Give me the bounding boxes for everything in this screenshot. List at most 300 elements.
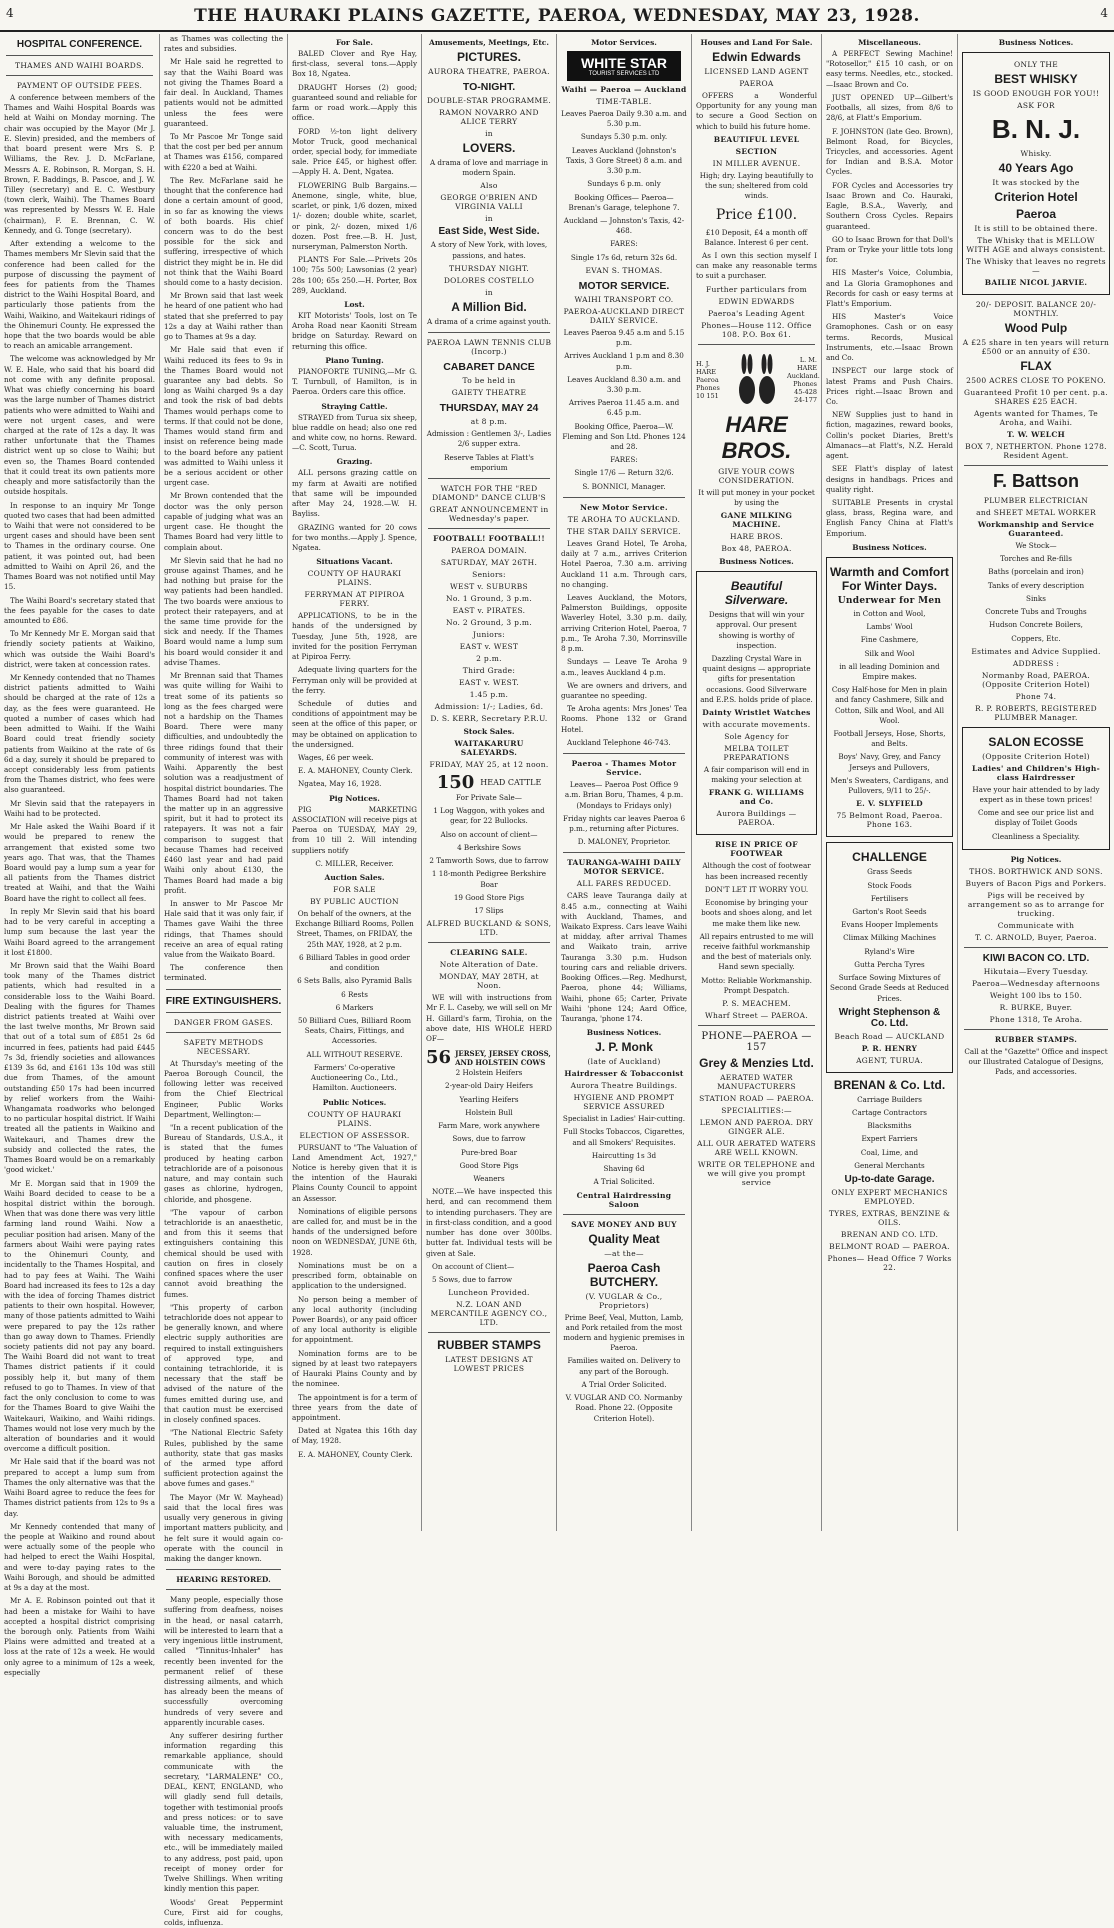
fire-body <box>164 1059 283 1565</box>
film-in: in <box>485 287 493 297</box>
pig-signature: C. MILLER, Receiver. <box>315 858 394 868</box>
butch-item: V. VUGLAR AND CO. Normanby Road. Phone 22. (Opposite Criterion Hotel). <box>565 1393 683 1423</box>
forsale-item: DRAUGHT Horses (2) good; guaranteed sound and reliable for farm or road work.—Apply this office. <box>292 82 417 123</box>
star-item: Auckland Telephone 46-743. <box>567 737 671 747</box>
garage: Up-to-date Garage. <box>844 1174 935 1186</box>
brenan-item: Cartage Contractors <box>852 1107 927 1117</box>
ask-for: ASK FOR <box>1017 101 1055 110</box>
divider <box>563 1214 685 1215</box>
venue: PAEROA DOMAIN. <box>451 545 527 555</box>
bstock-item: We Stock— <box>1015 541 1057 550</box>
still: It is still to be obtained there. <box>974 224 1098 233</box>
herd-count: 56 <box>426 1047 452 1069</box>
slyfield-address: 75 Belmont Road, Paeroa. Phone 163. <box>836 811 943 830</box>
monk-item: Full Stocks Tobaccos, Cigarettes, and all Smokers' Requisites. <box>563 1127 685 1147</box>
article-body <box>164 34 283 984</box>
film-stars: DOLORES COSTELLO <box>443 275 535 285</box>
article-body <box>4 93 155 1678</box>
clearing-title: CLEARING SALE. <box>450 948 528 958</box>
section-heading: Pig Notices. <box>329 793 380 803</box>
saloon-name: Central Hairdressing Saloon <box>576 1190 672 1209</box>
column-miscellaneous <box>822 34 958 1531</box>
address: Normanby Road, PAEROA. (Opposite Criterion Hotel) <box>981 670 1091 689</box>
fire-paras-item: "The vapour of carbon tetrachloride is an anaesthetic, and from this it seems that extinguishers containing this chemical should be used with caution on fires in closely confined spaces where the user cannot avoid breathing the fumes. <box>164 1207 283 1299</box>
section-heading: Situations Vacant. <box>316 557 393 567</box>
star-item: Sundays — Leave Te Aroha 9 a.m., leaves Auckland 4 p.m. <box>561 657 687 677</box>
lost-notice: KIT Motorists' Tools, lost on Te Aroha Road near Kaoniti Stream bridge on Saturday. Reward on returning this office. <box>292 311 417 351</box>
col2-paras-item: as Thames was collecting the rates and subsidies. <box>164 34 283 54</box>
whisky: Whisky. <box>1020 149 1052 158</box>
divider <box>563 852 685 853</box>
column-motor-services <box>557 34 692 1531</box>
cattle-line <box>426 772 552 793</box>
cattle-label: HEAD CATTLE <box>480 777 542 787</box>
clearing-line: 5 Sows, due to farrow <box>432 1274 513 1284</box>
tonight-label: TO-NIGHT. <box>462 81 516 93</box>
public-item: Nomination forms are to be signed by at least two ratepayers of Hauraki Plains County and by the nominee. <box>292 1348 417 1389</box>
grade: Third Grade: <box>462 665 516 675</box>
star-item: Leaves Grand Hotel, Te Aroha, daily at 7 a.m., arrives Criterion Hotel Paeroa, 7.30 a.m. arriving Auckland 11 a.m. Through cars, no changing. <box>561 538 687 589</box>
divider <box>964 947 1108 948</box>
bstock-item: Concrete Tubs and Troughs <box>985 607 1087 617</box>
best-whisky: BEST WHISKY <box>994 72 1078 86</box>
silverware-body <box>700 610 813 705</box>
col2-paras-item: Mr Brown said that last week he heard of one patient who had stated that she preferred to pay 12s a day at Waihi rather than go to Thames at 9s a day. <box>164 291 283 342</box>
club-name: PAEROA LAWN TENNIS CLUB (Incorp.) <box>426 338 552 357</box>
route: TE AROHA TO AUCKLAND. <box>567 514 681 524</box>
lunch: Luncheon Provided. <box>448 1288 530 1298</box>
tt-item: Single 17s 6d, return 32s 6d. <box>570 252 678 262</box>
match-time: 2 p.m. <box>476 653 502 663</box>
ferry-item: Adequate living quarters for the Ferryman only will be provided at the ferry. <box>292 665 417 695</box>
salon-ladies: Ladies' and Children's High-class Hairdresser <box>971 763 1101 782</box>
kiwi-bacon: KIWI BACON CO. LTD. <box>982 952 1090 964</box>
divider <box>563 753 685 754</box>
col1-paras-item: A conference between members of the Thames and Waihi Hospital Boards was held at Waihi on Monday morning. The chair was occupied by the Mayor (Mr J. E. Slevin) presided, and the members of that board present were Mrs S. P. Williams, the Rev. J. D. McFarlane, Messrs A. E. Robinson, R. Morgan, S. H. Brown, F. Baddings, B. Pascoe, and J. W. Tilley (secretary) and E. C. Westbury (town clerk, Waihi). The Thames Board was represented by Messrs W. E. Hale (chairman), F. E. Brennan, C. W. Kennedy, and G. Tonge (secretary). <box>4 93 155 235</box>
challenge-item: Fertilisers <box>870 893 909 903</box>
forsale-item: BALED Clover and Rye Hay, first-class, several tons.—Apply Box 18, Ngatea. <box>292 49 417 79</box>
misc-item: HIS Master's Voice Gramophones. Cash or on easy terms. Records, Musical Instruments, etc.—Isaac Brown and Co. <box>826 312 953 363</box>
specialities: SPECIALITIES:— <box>721 1106 792 1116</box>
aerated: AERATED WATER MANUFACTURERS <box>717 1073 796 1092</box>
direct-item: Arrives Paeroa 11.45 a.m. and 6.45 p.m. <box>568 398 680 418</box>
warmth-title: Warmth and Comfort For Winter Days. <box>830 564 949 593</box>
challenge-title: CHALLENGE <box>852 850 927 865</box>
page-number: 4 <box>6 6 14 20</box>
forsale-item: FLOWERING Bulb Bargains.— Anemone, single, white, blue, scarlet, or pink, 1/6 dozen, mixed 1/- dozen; double white, scarlet, or pink, 2/- dozen, mixed 1/6 dozen. Post free.—B. H. Just, nurseryman, Palmerston North. <box>292 180 417 251</box>
gane-line: GANE MILKING MACHINE. <box>720 511 793 530</box>
rise-title: RISE IN PRICE OF FOOTWEAR <box>715 840 798 859</box>
direct-body <box>561 328 687 492</box>
phone-line: PHONE—PAEROA —157 <box>701 1031 812 1054</box>
herd-list <box>426 1068 552 1184</box>
section-heading: Pig Notices. <box>1010 854 1062 864</box>
section-heading: Auction Sales. <box>324 873 385 882</box>
quality-meat: Quality Meat <box>588 1231 660 1246</box>
rise-item: Although the cost of footwear has been increased recently <box>702 861 811 881</box>
section-heading: Miscellaneous. <box>858 38 921 47</box>
stock-item: 19 Good Store Pigs <box>453 892 525 902</box>
hare-right: L. M. HARE Auckland. Phones 45-428 24-177 <box>787 355 820 404</box>
ferry-body <box>292 611 417 790</box>
brenan-item: Carriage Builders <box>857 1094 922 1104</box>
brenan-item: Blacksmiths <box>867 1121 912 1131</box>
herd-item: Good Store Pigs <box>459 1160 519 1170</box>
article-subheading-2: PAYMENT OF OUTSIDE FEES. <box>16 81 143 90</box>
sale-date: FRIDAY, MAY 25, at 12 noon. <box>429 759 549 769</box>
battson-stock <box>962 541 1110 644</box>
rise-body <box>696 861 817 996</box>
match: EAST v. WEST <box>459 641 519 651</box>
divider <box>698 344 815 345</box>
column-classifieds <box>288 34 422 1531</box>
ferry-item: Schedule of duties and conditions of appointment may be seen at the office of this paper, or may be obtained on application to the undersigned. <box>292 698 417 749</box>
column-news <box>160 34 288 1927</box>
masthead <box>0 0 1114 32</box>
ferry-item: APPLICATIONS, to be in the hands of the undersigned by Tuesday, June 5th, 1928, are invited for the position Ferryman at Pipiroa Ferry. <box>292 611 417 662</box>
silver-item: Dazzling Crystal Ware in quaint designs — appropriate gifts for presentation occasions. Good Silverware and E.P.S. holds pride of place. <box>700 653 813 704</box>
theatre-name: AURORA THEATRE, PAEROA. <box>428 67 550 76</box>
section-heading: Business Notices. <box>998 38 1074 47</box>
kiwi-line: Phone 1318, Te Aroha. <box>989 1014 1083 1024</box>
match: EAST v. PIRATES. <box>452 605 526 615</box>
col2-paras-item: The conference then terminated. <box>164 963 283 983</box>
notice-title: FERRYMAN AT PIPIROA FERRY. <box>304 590 405 609</box>
col1-paras-item: Mr Brown said that the Waihi Board took many of the Thames district patients, which had resulted in a considerable loss to the Waihi Board. Dealing with the figures for Thames district patients treated at Waihi over the last twelve months, Mr Brown said that out of a total sum of £851 2s 6d incurred in fees, patients had paid £445 7s 3d, friendly societies and allowances £139 3s 6d, and £161 13s 10d was still due from Thames, of the amount outstanding £50 17s had been incurred by relief workers from the Waihi-Whangamata roadworks who belonged to no particular hospital district. If Waihi treated all the patients in Waikino and Waitekauri, and Thames drew the subsidy and collected the rates, the Thames Board would be on a remarkably 'good wicket.' <box>4 960 155 1175</box>
masthead-title: THE HAURAKI PLAINS GAZETTE, PAEROA, WEDNESDAY, MAY 23, 1928. <box>194 6 920 26</box>
under-item: Boys' Navy, Grey, and Fancy Jerseys and Pullovers, <box>838 752 941 772</box>
service-name: PAEROA-AUCKLAND DIRECT DAILY SERVICE. <box>563 306 685 325</box>
section-heading: Lost. <box>344 300 365 310</box>
auction-item: 6 Billiard Tables in good order and condition <box>299 952 410 973</box>
monk-item: Specialist in Ladies' Hair-cutting. <box>562 1114 686 1124</box>
salon-ad <box>962 727 1110 850</box>
pulp-deposit: 20/- DEPOSIT. BALANCE 20/- MONTHLY. <box>975 300 1097 318</box>
beach: Beach Road — AUCKLAND <box>834 1031 945 1041</box>
challenge-item: Grass Seeds <box>867 867 912 877</box>
offer-text: OFFERS a Wonderful Opportunity for any young man to secure a Good Section on which to build his future home. <box>696 91 817 131</box>
welch: T. W. WELCH <box>1006 430 1066 439</box>
service-name: TAURANGA-WAIHI DAILY MOTOR SERVICE. <box>567 858 681 877</box>
match-time: 1.45 p.m. <box>469 689 509 699</box>
tt-item: Leaves Paeroa Daily 9.30 a.m. and 5.30 p.m. <box>561 109 687 129</box>
film-stars: RAMON NOVARRO AND ALICE TERRY <box>439 108 539 126</box>
direct-item: Arrives Auckland 1 p.m and 8.30 p.m. <box>564 351 684 371</box>
brenan-name: BRENAN AND CO. LTD. <box>840 1230 939 1240</box>
hygiene: HYGIENE AND PROMPT SERVICE ASSURED <box>573 1093 675 1112</box>
silver-item: Designs that will win your approval. Our present showing is worthy of inspection. <box>708 610 805 650</box>
auction-item: 6 Markers <box>335 1002 374 1012</box>
rise-item: Economise by bringing your boots and shoes along, and let me make them like new. <box>701 898 812 928</box>
hare-logo: HARE BROS. <box>721 411 792 463</box>
pig-notice: PIG MARKETING ASSOCIATION will receive pigs at Paeroa on TUESDAY, MAY 29, from 10 till 2. Will intending suppliers notify <box>292 804 417 855</box>
public-item: Dated at Ngatea this 16th day of May, 1928. <box>292 1426 417 1446</box>
col1-paras-item: Mr A. E. Robinson pointed out that it had been a mistake for Waihi to have accepted a hospital district comprising the borough only. Patients from Waihi Plains were admitted and treated at a loss at the rate of 12s a week. He would only agree to a minimum of 12s a week, especially <box>4 1596 155 1677</box>
timetable-title: TIME-TABLE. <box>596 97 652 106</box>
further: Further particulars from <box>705 284 808 294</box>
own-text: As I own this section myself I can make any reasonable terms to suit a purchaser. <box>696 250 817 281</box>
col1-paras-item: Mr Hale said that if the board was not prepared to accept a lump sum from Thames the only alternative was that the Waihi Board agree to reduce the fees for Thames district patients from 12s to 9s a day. <box>4 1457 155 1518</box>
tt-item: FARES: <box>610 239 638 249</box>
grazing-item: ALL persons grazing cattle on my farm at Awaiti are notified that same will be impounded after May 24, 1928.—W. H. Bayliss. <box>292 468 417 519</box>
misc-list <box>826 49 953 539</box>
bstock-item: Tanks of every description <box>987 580 1085 590</box>
proprietor: EVAN S. THOMAS. <box>585 265 663 275</box>
brenan-phones: Phones— Head Office 7 Works 22. <box>827 1254 952 1273</box>
section-heading: Business Notices. <box>586 1028 662 1038</box>
forty-years: 40 Years Ago <box>998 161 1074 175</box>
stock-item: 4 Berkshire Sows <box>457 842 521 852</box>
tt-item: Leaves Auckland (Johnston's Taxis, 3 Gore Street) 8 a.m. and 3.30 p.m. <box>565 145 683 176</box>
hare-header <box>696 350 820 410</box>
auction-item: 6 Sets Balls, also Pyramid Balls <box>297 976 412 986</box>
pt-body <box>561 780 687 847</box>
received: Pigs will be received by arrangement so as to arrange for trucking. <box>967 890 1105 918</box>
misc-item: FOR Cycles and Accessories try Isaac Brown and Co. Hauraki, Eagle, B.S.A., Waverly, and Southern Cross Cycles. Repairs guaranteed. <box>826 180 953 231</box>
auctioneer: ALFRED BUCKLAND & SONS, LTD. <box>426 919 552 938</box>
football-title: FOOTBALL! FOOTBALL!! <box>433 533 545 543</box>
misc-item: GO to Isaac Brown for that Doll's Pram or Tryke your little tots long for. <box>826 234 953 265</box>
grade: Juniors: <box>473 629 505 639</box>
film-desc: A drama of a crime against youth. <box>427 316 551 326</box>
match: WEST v. SUBURBS <box>450 581 528 591</box>
tt-item: Booking Offices— Paeroa—Brenan's Garage, telephone 7. <box>568 192 680 212</box>
clearing-date: MONDAY, MAY 28TH, at Noon. <box>439 972 539 991</box>
kiwi-line: Hikutaia—Every Tuesday. <box>983 966 1089 976</box>
under-item: Men's Sweaters, Cardigans, and Pullovers, 9/11 to 25/-. <box>830 775 949 796</box>
clearing-note: Note Alteration of Date. <box>439 960 539 970</box>
business-address: Aurora Theatre Buildings. <box>570 1081 678 1091</box>
pt-item: Friday nights car leaves Paeroa 6 p.m., returning after Pictures. <box>562 813 686 833</box>
notice-title: COUNTY OF HAURAKI PLAINS. <box>307 569 402 588</box>
under-item: Football Jerseys, Hose, Shorts, and Belts. <box>833 729 946 749</box>
forsale-item: PLANTS For Sale.—Privets 20s 100; 75s 500; Lawsonias (2 year) 28s 100; 65s 250.—H. Porter, Box 289, Auckland. <box>292 255 417 295</box>
hearing-paras-item: Woods' Great Peppermint Cure, First aid for coughs, colds, influenza. <box>164 1897 283 1927</box>
section-heading: Amusements, Meetings, Etc. <box>429 38 549 47</box>
dainty-watches: Dainty Wristlet Watches <box>702 708 811 718</box>
admission: Admission: 1/-; Ladies, 6d. <box>434 701 544 711</box>
service-name: THE STAR DAILY SERVICE. <box>567 526 681 536</box>
challenge-ad <box>826 842 953 1072</box>
brenan-list <box>826 1095 953 1171</box>
public-item: The appointment is for a term of three years from the date of appointment. <box>292 1392 417 1422</box>
fire-paras-item: "The National Electric Safety Rules, published by the same authority, state that gas masks of the armed type afford sufficient protection against the above fumes and gases." <box>164 1428 283 1489</box>
divider <box>964 465 1108 466</box>
clearing-note: NOTE.—We have inspected this herd, and can recommend them to intending purchasers. They are in first-class condition, and a good number has done over 300lbs. butter fat. Individual tests will be given at Sale. <box>426 1187 552 1258</box>
ferry-item: E. A. MAHONEY, County Clerk. <box>298 766 413 776</box>
welch-address: BOX 7, NETHERTON. Phone 1278. Resident Agent. <box>965 442 1107 460</box>
divider <box>698 1025 815 1026</box>
rabbits-illustration <box>732 350 782 410</box>
herd-item: Sows, due to farrow <box>452 1134 526 1144</box>
auction-item: Farmers' Co-operative Auctioneering Co., Ltd., Hamilton. Auctioneers. <box>310 1062 399 1093</box>
divider <box>166 1589 281 1590</box>
salon-item: Come and see our price list and display of Toilet Goods <box>977 808 1094 828</box>
column-business <box>958 34 1114 1531</box>
col1-paras-item: The welcome was acknowledged by Mr W. E. Hale, who said that his board did not come with any definite proposal. What was chiefly concerning his board was the large number of Thames district patients who were admitted to Waihi and were not urgent cases, and were charged at the rate of 12s a day. It was rather unfortunate that the Thames district went up so close to Waihi; but even so, the Thames Board contended that it could treat its own patients more cheaply and more satisfactorily than the outside hospitals. <box>4 354 155 497</box>
misc-item: SUITABLE Presents in crystal glass, brass, Regina ware, and English Fancy China at Flatt's Emporium. <box>826 497 953 538</box>
public-body <box>292 1143 417 1460</box>
divider <box>6 75 153 76</box>
flax: FLAX <box>1020 359 1052 373</box>
white-star-logo <box>567 51 681 81</box>
fair-text: A fair comparison will end in making your selection at <box>703 765 810 785</box>
col2-paras-item: In answer to Mr Pascoe Mr Hale said that it was only fair, if Thames gave Waihi the three ridings, that Thames should receive an area of equal rating value from the Waikato Board. <box>164 898 283 960</box>
melba: MELBA TOILET PREPARATIONS <box>723 744 790 763</box>
give-line: GIVE YOUR COWS CONSIDERATION. <box>718 466 795 485</box>
herd-item: 2-year-old Dairy Heifers <box>445 1081 533 1091</box>
pt-item: Leaves— Paeroa Post Office 9 a.m. Brian Boru, Thames, 4 p.m. (Mondays to Fridays only) <box>564 780 684 810</box>
misc-item: A PERFECT Sewing Machine! "Rotosellor," £15 10 cash, or on easy terms. Needles, etc., stocked.—Isaac Brown and Co. <box>826 49 953 89</box>
bstock-item: Sinks <box>1026 593 1046 603</box>
challenge-list <box>830 867 949 970</box>
auctioneer: N.Z. LOAN AND MERCANTILE AGENCY CO., LTD. <box>430 1300 548 1328</box>
col2-paras-item: Mr Hale said that even if Waihi reduced its fees to 9s in the Thames Board would not guarantee any bad debts. So long as Waihi charged 9s a day and took the risk of bad debts Thames would perhaps come to terms. If that could not be done, Thames would stand firm and insist on reference being made to the board before any patient was admitted to Waihi unless it be a serious accident or other urgent case. <box>164 345 283 488</box>
film-desc: A drama of love and marriage in modern Spain. <box>429 158 549 178</box>
star-body <box>561 539 687 748</box>
sole-agency: Sole Agency for <box>724 732 789 742</box>
deposit: £10 Deposit, £4 a month off Balance. Interest 6 per cent. <box>704 227 809 247</box>
meachem-address: Wharf Street — PAEROA. <box>704 1011 809 1021</box>
watch-notice: WATCH FOR THE "RED DIAMOND" DANCE CLUB'S <box>432 483 546 502</box>
battson: F. Battson <box>992 471 1079 491</box>
direct-item: Leaves Paeroa 9.45 a.m and 5.15 p.m. <box>563 327 685 348</box>
rubber-title: RUBBER STAMPS. <box>994 1034 1078 1044</box>
underwear: Underwear for Men <box>837 595 942 606</box>
film-desc: A story of New York, with loves, passions, and hates. <box>430 240 548 260</box>
brenan-item: Coal, Lime, and <box>860 1147 919 1157</box>
section-heading: Houses and Land For Sale. <box>700 38 813 47</box>
butch-item: Families waited on. Delivery to any part of the Borough. <box>567 1356 681 1376</box>
monk-item: Haircutting 1s 3d <box>591 1150 657 1160</box>
great-notice: GREAT ANNOUNCEMENT in Wednesday's paper. <box>429 504 549 523</box>
col1-paras-item: The Waihi Board's secretary stated that the fees payable for the cases to date amounted to £86. <box>4 595 155 625</box>
proprietors: (V. VUGLAR & Co., Proprietors) <box>585 1291 663 1310</box>
film-title: LOVERS. <box>462 141 516 155</box>
stock-list <box>426 793 552 916</box>
save-line: SAVE MONEY AND BUY <box>571 1219 677 1229</box>
event-date: SATURDAY, MAY 26TH. <box>440 557 538 567</box>
monk-item: Shaving 6d <box>603 1164 645 1174</box>
col2-paras-item: Mr Brown contended that the doctor was the only person capable of judging what was an urgent case. He thought the Thames Board had very little to complain about. <box>164 491 283 552</box>
star-item: Leaves Auckland, the Motors, Palmerston Buildings, opposite Waverley Hotel, 3.30 p.m. daily, arriving Criterion Hotel, Paeroa, 7 p.m., Te Aroha 7.30, Morrinsville 8 p.m. <box>561 593 687 654</box>
misc-item: HIS Master's Voice, Columbia, and La Gloria Gramophones and Records for cash or easy terms at Flatt's Emporium. <box>826 268 953 309</box>
article-subheading: THAMES AND WAIHI BOARDS. <box>15 61 144 70</box>
stock-item: 17 Slips <box>474 905 504 915</box>
film-in: in <box>485 214 493 224</box>
grazing-list <box>292 468 417 553</box>
salon-body <box>966 785 1106 842</box>
route: Waihi — Paeroa — Auckland <box>561 85 687 94</box>
star-item: Te Aroha agents: Mrs Jones' Tea Rooms. Phone 132 or Grand Hotel. <box>561 704 687 734</box>
hearing-paras-item: Any sufferer desiring further information regarding this remarkable appliance, should communicate with the secretary, "LARMALENE" CO., DEAL, KENT, ENGLAND, who will gladly send full details, together with testimonial proofs and press notices: or to save valuable time, the instrument, with necessary medicaments, etc., will be immediately mailed to any address, post paid, upon receipt of money order for Twelve Shillings. When writing kindly mention this paper. <box>164 1731 283 1894</box>
direct-item: Booking Office, Paeroa—W. Fleming and Son Ltd. Phones 124 and 28. <box>562 421 686 452</box>
section-line: BEAUTIFUL LEVEL <box>713 134 800 144</box>
public-item: No person being a member of any local authority (including Power Boards), or any paid officer of any local authority is eligible for appointment. <box>292 1294 417 1345</box>
fares-reduced: ALL FARES REDUCED. <box>576 879 672 889</box>
film-title: East Side, West Side. <box>438 226 540 238</box>
salon-title: SALON ECOSSE <box>988 734 1084 749</box>
divider <box>6 55 153 56</box>
rise-item: All repairs entrusted to me will receive faithful workmanship and the best of materials only. Hand sewn specially. <box>699 931 814 972</box>
borthwick: THOS. BORTHWICK AND SONS. <box>969 866 1103 876</box>
col1-paras-item: Mr Kennedy contended that many of the people at Waikino and round about were actually some of the people who had helped to erect the Waihi Hospital, and were to-day paying rates to the Waihi Borough, and should be admitted at 9s a day at the most. <box>4 1521 155 1593</box>
workmanship: Workmanship and Service Guaranteed. <box>977 520 1095 538</box>
price: Price £100. <box>715 206 798 223</box>
divider <box>166 1569 281 1570</box>
col1-paras-item: Mr E. Morgan said that in 1909 the Waihi Board decided to cease to be a hospital district within the borough. When that was done there was very little farming land round Waihi. Now a peculiar position had arisen. Many of the farmers about Waihi were paying rates to the Ohinemuri County, and incidentally to the Thames Hospital, and had to pay fees at Waihi. The Waihi Board had increased its fees to 12s a day with the idea of forcing Thames district patients to their own hospital. However, many of those patients admitted to Waihi were prepared to pay the 12s rather than go away down to Thames. Friendly society patients did not pay any board. The Waihi Board did not want to treat Thames district patients if it could possibly help it, but many of them refused to go to Thames. In view of that fact the only conclusion to come to was for the Thames Board to give Waihi the Waitekauri, Waikino, and Waihi ridings. Thames would not lose very much by the alteration of boundaries and it would overcome a difficult position. <box>4 1178 155 1454</box>
station: STATION ROAD — PAEROA. <box>699 1094 814 1104</box>
forsale-list <box>292 49 417 296</box>
mellow: The Whisky that is MELLOW WITH AGE and always consistent. <box>966 236 1106 254</box>
hare-left: H. J. HARE Paeroa Phones 10 151 <box>696 359 720 400</box>
kiwi-line: Paeroa—Wednesday afternoons <box>972 978 1100 988</box>
stock-item: 1 Log Waggon, with yokes and gear, for 22 Bullocks. <box>433 806 545 826</box>
ferry-item: Ngatea, May 16, 1928. <box>298 779 382 789</box>
meachem: P. S. MEACHEM. <box>722 999 791 1009</box>
herd-item: Farm Mare, work anywhere <box>438 1121 540 1131</box>
venue: GAIETY THEATRE <box>451 388 527 398</box>
col2-paras-item: To Mr Pascoe Mr Tonge said that the cost per bed per annum at Thames was £156, compared with £220 a bed at Waihi. <box>164 131 283 172</box>
misc-item: JUST OPENED UP—Gilbert's Footballs, all sizes, from 8/6 to 28/6, at Flatt's Emporium. <box>826 92 953 123</box>
fire-subheading: DANGER FROM GASES. <box>173 1017 274 1027</box>
clearing-body: WE will with instructions from Mr F. L. Caseby, we will sell on Mr H. Gillard's farm, Tirohia, on the above date, HIS WHOLE HERD OF— <box>426 993 552 1044</box>
under-item: in all leading Dominion and Empire makes. <box>839 661 940 681</box>
public-item: Nominations must be on a prescribed form, obtainable on application to the undersigned. <box>292 1260 417 1291</box>
agent-phones: Phones—House 112. Office 108. P.O. Box 61. <box>701 320 812 339</box>
auction-item: On behalf of the owners, at the Exchange Billiard Rooms, Pollen Street, Thames, on FRIDAY, the 25th MAY, 1928, at 2 p.m. <box>295 909 414 949</box>
column-houses-land <box>692 34 822 1531</box>
herd-line <box>426 1047 552 1068</box>
fire-paras-item: "This property of carbon tetrachloride does not appear to be generally known, and where electric supply authorities are required to install extinguishers of approved type, and containing tetrachloride, it is necessary that the staff be advised of the nature of the fumes emitted during use, and that caution must be exercised in closely confined spaces. <box>164 1302 283 1425</box>
communicate: Communicate with <box>997 920 1075 930</box>
col1-paras-item: Mr Kennedy contended that no Thames district patients admitted to Waihi should be charged at the rate of 12s a day, as the fees were guaranteed. He quoted a number of cases which had been admitted to Waihi. If the Waihi Board could treat friendly society patients from Waikino at the rate of 6s 6d a day, surely it should be prepared to accept considerably less from patients from the Thames district, who fees were also guaranteed. <box>4 673 155 795</box>
misc-item: F. JOHNSTON (late Geo. Brown), Belmont Road, for Bicycles, Tricycles, and accessories. Agent for Indian and B.S.A. Motor Cycles. <box>826 126 953 177</box>
hearing-body <box>164 1595 283 1928</box>
hearing-heading: HEARING RESTORED. <box>176 1575 271 1585</box>
page-number-right: 4 <box>1100 6 1108 20</box>
section-heading: Motor Services. <box>591 38 657 47</box>
direct-item: Leaves Auckland 8.30 a.m. and 3.30 p.m. <box>567 374 681 394</box>
bstock-item: Baths (porcelain and iron) <box>988 567 1084 577</box>
film-title: A Million Bid. <box>451 299 527 314</box>
wood-pulp: Wood Pulp <box>1004 321 1068 335</box>
notice-title: COUNTY OF HAURAKI PLAINS. <box>307 1109 402 1128</box>
section-heading: Stock Sales. <box>463 726 515 736</box>
herd-item: Holstein Bull <box>465 1107 513 1117</box>
allour: ALL OUR AERATED WATERS ARE WELL KNOWN. <box>697 1139 816 1158</box>
rise-item: DON'T LET IT WORRY YOU. <box>704 884 809 894</box>
logo-sub: TOURIST SERVICES LTD <box>588 71 660 77</box>
cattle-count: 150 <box>436 771 475 793</box>
section-heading: Straying Cattle. <box>321 401 388 411</box>
grade: Seniors: <box>472 569 506 579</box>
criterion: Criterion Hotel <box>994 190 1078 204</box>
salon-item: Have your hair attended to by lady expert as in these town prices! <box>972 784 1100 804</box>
challenge-item: Garton's Root Seeds <box>852 907 927 916</box>
rubber-stamps-title: RUBBER STAMPS <box>437 1338 541 1353</box>
public-item: E. A. MAHONEY, County Clerk. <box>298 1449 413 1459</box>
grey-menzies: Grey & Menzies Ltd. <box>699 1056 814 1071</box>
saleyards: WAITAKARURU SALEYARDS. <box>454 738 524 757</box>
col1-paras-item: Mr Slevin said that the ratepayers in Waihi had to be protected. <box>4 798 155 818</box>
tw-body: CARS leave Tauranga daily at 8.45 a.m., connecting at Waihi with Auckland, Thames, and Waikato Express. Cars leave Waihi at midday, after arrival Thames and Waikato train, arrive Tauranga 3.30 p.m. Hudson touring cars and reliable drivers. Booking Offices.—Reg. Medhurst, Paeroa, phone 44; Williams, Waihi, phone 65; Carter, Private Waihi 'phone 124; Aard Office, Tauranga, 'phone 174. <box>561 891 687 1023</box>
agents: Agents wanted for Thames, Te Aroha, and Waihi. <box>973 409 1099 427</box>
stocked: It was stocked by the <box>992 178 1080 187</box>
kiwi-line: Weight 100 lbs to 150. <box>989 990 1083 1000</box>
company: WAIHI TRANSPORT CO. <box>574 294 674 304</box>
event-date: THURSDAY, MAY 24 <box>439 402 539 415</box>
